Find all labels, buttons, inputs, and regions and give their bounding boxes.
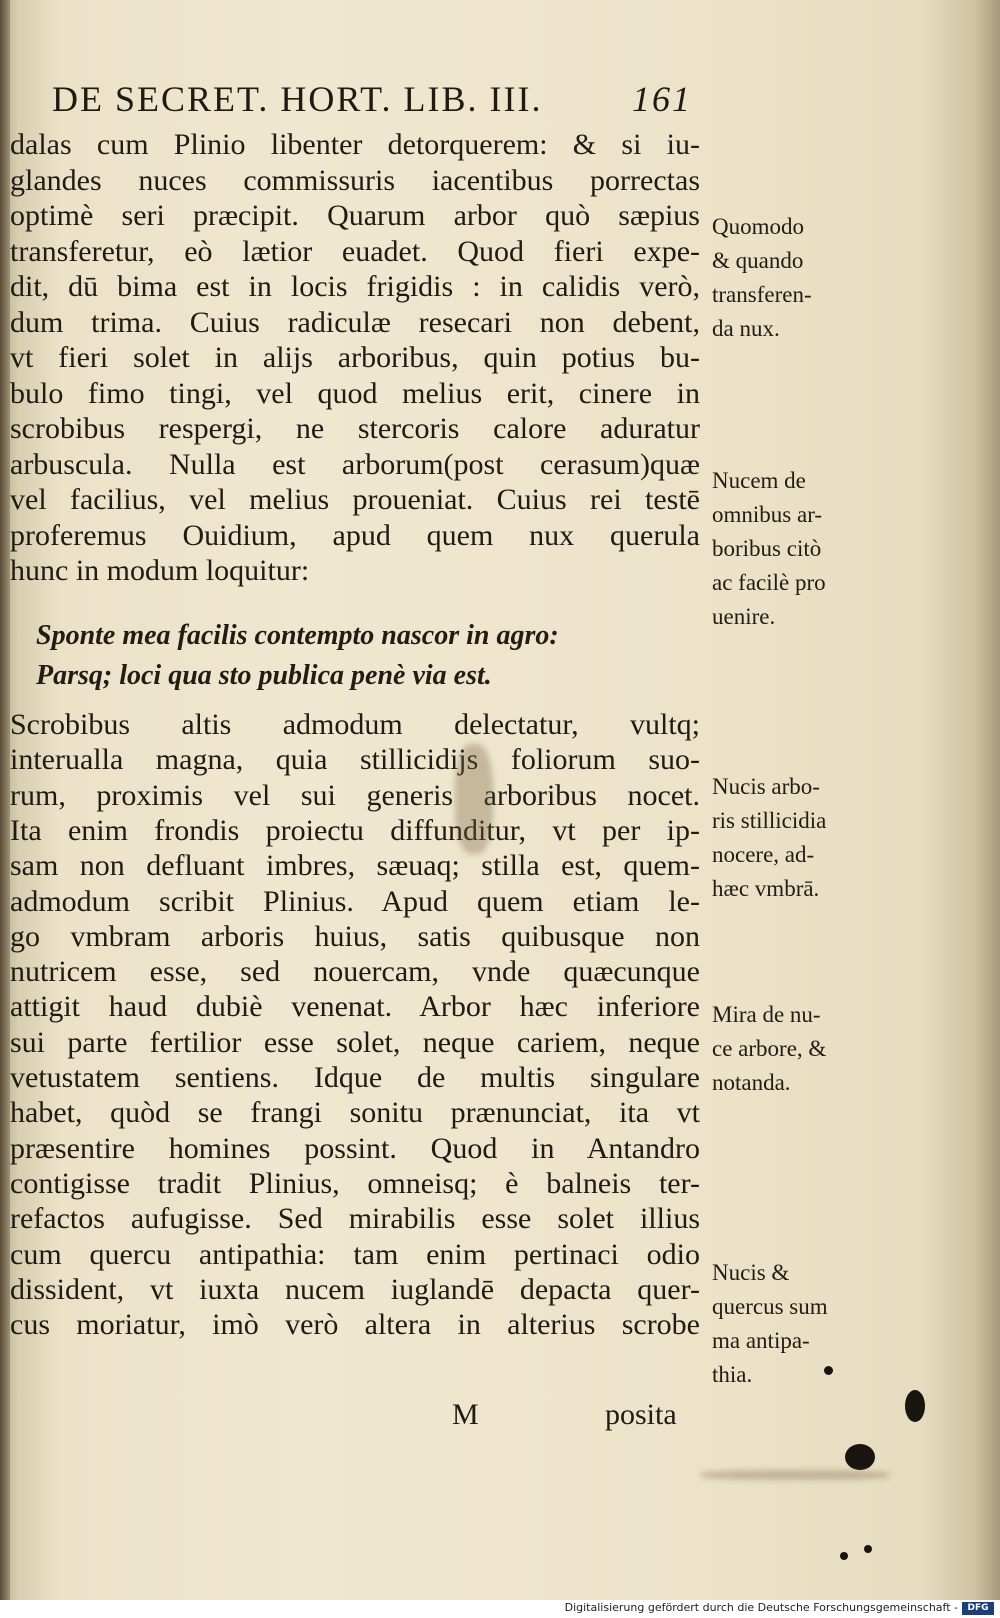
text-line: dissident, vt iuxta nucem iuglandē depacta quer-: [10, 1272, 700, 1306]
text-line: nutricem esse, sed nouercam, vnde quæcunque: [10, 955, 700, 989]
text-line: cus moriatur, imò verò altera in alterius scrobe: [10, 1308, 700, 1342]
catchword: posita: [605, 1398, 677, 1431]
ink-blot: [905, 1390, 925, 1422]
text-line: vt fieri solet in alijs arboribus, quin potius bu-: [10, 341, 700, 374]
text-line: Scrobibus altis admodum delectatur, vultq;: [10, 708, 700, 741]
dfg-logo-icon: DFG: [962, 1602, 994, 1615]
page-number: 161: [632, 79, 692, 119]
ink-dot: [824, 1366, 833, 1375]
text-line: contigisse tradit Plinius, omneisq; è balneis ter-: [10, 1166, 700, 1200]
text-line: sam non defluant imbres, sæuaq; stilla est, quem-: [10, 849, 700, 883]
text-line: admodum scribit Plinius. Apud quem etiam le-: [10, 884, 700, 918]
page-stain: [700, 1470, 890, 1480]
margin-note-4: Mira de nu- ce arbore, & notanda.: [712, 1002, 827, 1095]
text-line: go vmbram arboris huius, satis quibusque non: [10, 919, 700, 953]
text-line: scrobibus respergi, ne stercoris calore aduratur: [10, 412, 700, 445]
text-line: dalas cum Plinio libenter detorquerem: & si iu-: [10, 128, 700, 161]
text-line: bulo fimo tingi, vel quod melius erit, cinere in: [10, 376, 700, 410]
footer-credit: Digitalisierung gefördert durch die Deutsche Forschungsgemeinschaft -: [564, 1601, 958, 1614]
margin-note-3: Nucis arbo- ris stillicidia nocere, ad- hæc vmbrā.: [712, 774, 827, 901]
text-line: habet, quòd se frangi sonitu prænunciat, ita vt: [10, 1096, 700, 1130]
text-line: interualla magna, quia stillicidijs foliorum suo-: [10, 743, 700, 777]
text-line: proferemus Ouidium, apud quem nux querula: [10, 518, 700, 552]
text-line: Ita enim frondis proiectu diffunditur, vt per ip-: [10, 813, 700, 847]
signature-mark: M: [452, 1398, 479, 1431]
text-line: arbuscula. Nulla est arborum(post cerasum)quæ: [10, 447, 700, 481]
verse-line: Parsq; loci qua sto publica penè via est.: [36, 660, 492, 691]
text-line: hunc in modum loquitur:: [10, 554, 310, 587]
text-line: glandes nuces commissuris iacentibus porrectas: [10, 163, 700, 197]
ink-dot: [864, 1545, 872, 1553]
text-line: transferetur, eò lætior euadet. Quod fieri expe-: [10, 234, 700, 268]
text-line: optimè seri præcipit. Quarum arbor quò sæpius: [10, 199, 700, 232]
margin-note-5: Nucis & quercus sum ma antipa- thia.: [712, 1260, 828, 1387]
text-line: vel facilius, vel melius proueniat. Cuius rei testē: [10, 483, 700, 516]
page-stain: [455, 744, 493, 854]
running-head-title: DE SECRET. HORT. LIB. III.: [52, 79, 543, 119]
text-line: sui parte fertilior esse solet, neque cariem, neque: [10, 1025, 700, 1059]
binding-edge: [0, 0, 10, 1600]
margin-note-1: Quomodo & quando transferen- da nux.: [712, 214, 812, 341]
text-line: vetustatem sentiens. Idque de multis singulare: [10, 1061, 700, 1094]
text-line: attigit haud dubiè venenat. Arbor hæc inferiore: [10, 990, 700, 1024]
verse-line: Sponte mea facilis contempto nascor in agro:: [36, 620, 559, 651]
text-line: dum trima. Cuius radiculæ resecari non debent,: [10, 305, 700, 339]
ink-dot: [840, 1552, 848, 1560]
text-line: cum quercu antipathia: tam enim pertinaci odio: [10, 1237, 700, 1271]
running-head: [52, 78, 692, 122]
text-line: præsentire homines possint. Quod in Antandro: [10, 1131, 700, 1165]
text-line: dit, dū bima est in locis frigidis : in calidis verò,: [10, 270, 700, 303]
footer-bar: [0, 1600, 1000, 1618]
text-line: refactos aufugisse. Sed mirabilis esse solet illius: [10, 1202, 700, 1236]
text-line: rum, proximis vel sui generis arboribus nocet.: [10, 778, 700, 812]
ink-blot: [845, 1444, 875, 1470]
margin-note-2: Nucem de omnibus ar- boribus citò ac facilè pro uenire.: [712, 468, 826, 629]
